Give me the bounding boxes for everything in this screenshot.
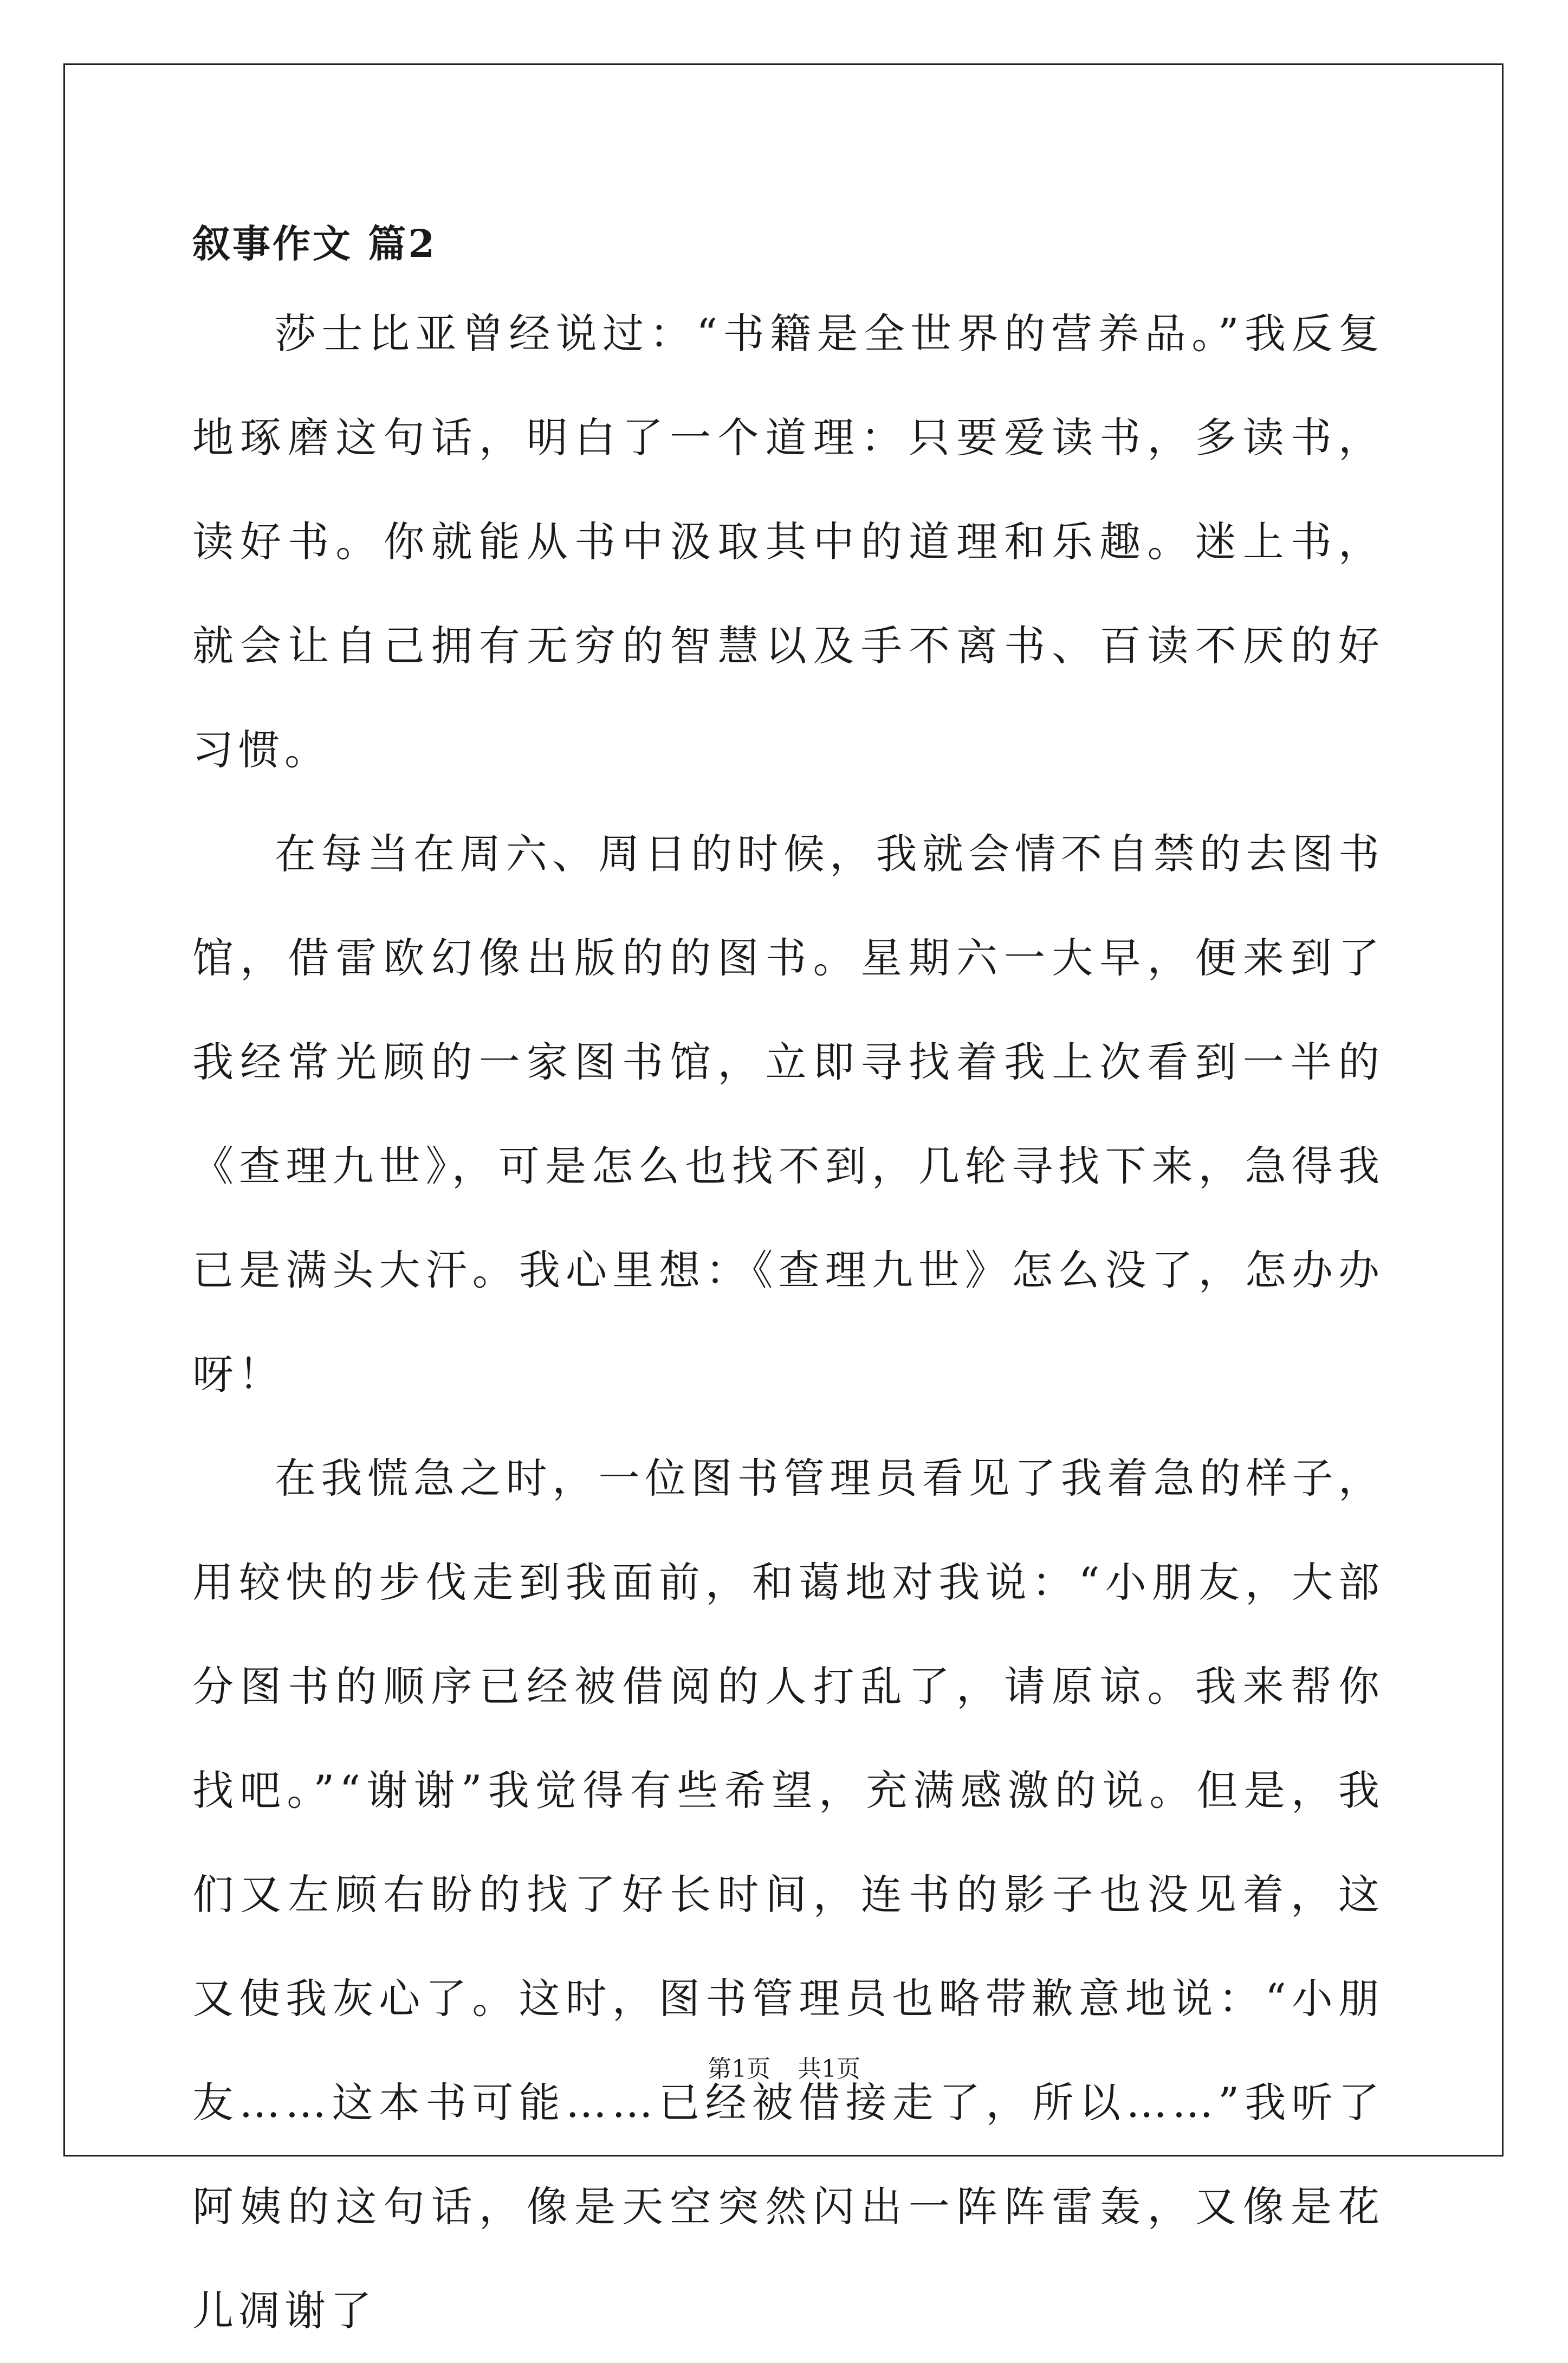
- page-footer: [0, 2053, 1568, 2086]
- document-body: [192, 206, 1384, 2363]
- paragraph-1: 莎士比亚曾经说过：“书籍是全世界的营养品。”我反复地琢磨这句话，明白了一个道理：只要爱读书，多读书，读好书。你就能从书中汲取其中的道理和乐趣。迷上书，就会让自己拥有无穷的智慧以及手不离书、百读不厌的好习惯。: [192, 309, 1384, 774]
- paragraph-3: 在我慌急之时，一位图书管理员看见了我着急的样子，用较快的步伐走到我面前，和蔼地对我说：“小朋友，大部分图书的顺序已经被借阅的人打乱了，请原谅。我来帮你找吧。”“谢谢”我觉得有些希望，充满感激的说。但是，我们又左顾右盼的找了好长时间，连书的影子也没见着，这又使我灰心了。这时，图书管理员也略带歉意地说：“小朋友……这本书可能……已经被借接走了，所以……”我听了阿姨的这句话，像是天空突然闪出一阵阵雷轰，又像是花儿凋谢了: [192, 1454, 1384, 2335]
- document-title: 叙事作文 篇2: [192, 221, 437, 266]
- page-number: 第1页: [708, 2055, 770, 2083]
- paragraph-2: 在每当在周六、周日的时候，我就会情不自禁的去图书馆，借雷欧幻像出版的的图书。星期六一大早，便来到了我经常光顾的一家图书馆，立即寻找着我上次看到一半的《查理九世》，可是怎么也找不到，几轮寻找下来，急得我已是满头大汗。我心里想：《查理九世》怎么没了，怎办办呀！: [192, 830, 1384, 1398]
- page-total: 共1页: [798, 2055, 860, 2083]
